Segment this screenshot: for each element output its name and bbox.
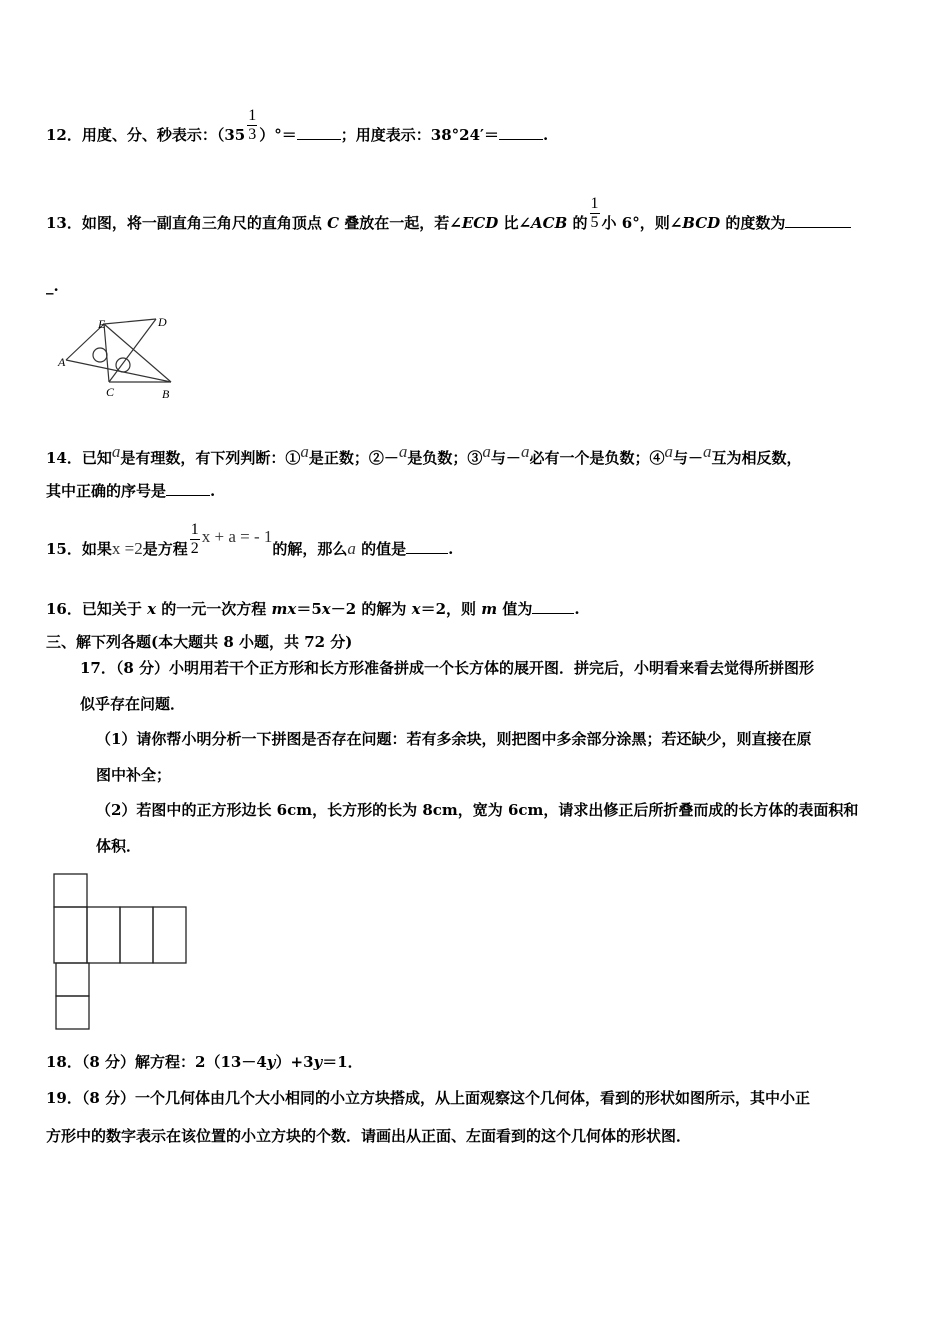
q17-sub1-line-2: 图中补全； xyxy=(96,766,172,784)
q13-frac-den: 5 xyxy=(590,213,599,231)
q12-answer-blank-1[interactable] xyxy=(297,124,341,140)
q15-text-2: 是方程 xyxy=(142,540,188,558)
net-row-rect-3 xyxy=(120,907,153,963)
q14-text-d: 是负数；③ xyxy=(407,449,483,467)
q16-answer-blank[interactable] xyxy=(532,598,574,614)
q13-answer-blank[interactable] xyxy=(785,212,851,228)
q18-text-3: ＝1． xyxy=(322,1053,363,1071)
q15-equation: x + a = - 1 xyxy=(201,527,273,546)
q16-var-x-1: x xyxy=(147,600,157,618)
q13-right-angle-circle-2 xyxy=(116,358,130,372)
question-13 xyxy=(46,194,851,233)
q12-middle: ）°＝ xyxy=(259,126,297,144)
q16-text-3: ＝5 xyxy=(296,600,322,618)
q18-var-y-1: y xyxy=(266,1053,276,1071)
q13-segment-eb xyxy=(104,324,171,382)
q15-x-eq-2: x =2 xyxy=(111,539,143,558)
q17-sub1-line-1: （1）请你帮小明分析一下拼图是否存在问题：若有多余块，则把图中多余部分涂黑；若还缺少，则直接在原 xyxy=(96,730,812,748)
q13-continuation: _. xyxy=(46,277,59,295)
q17-sub2-line-2: 体积． xyxy=(96,837,142,855)
q19-line-1: 19．（8 分）一个几何体由几个大小相同的小立方块搭成，从上面观察这个几何体，看到的形状如图所示，其中小正 xyxy=(46,1089,811,1107)
q12-frac-den: 3 xyxy=(248,125,257,143)
q13-text-4: 的 xyxy=(567,214,588,232)
q16-text-5: ＝2，则 xyxy=(420,600,482,618)
question-18 xyxy=(46,1052,363,1072)
q13-label-c: C xyxy=(106,385,115,399)
q14-var-a-3: a xyxy=(398,442,408,461)
q15-text-3: 的解，那么 xyxy=(272,540,348,558)
q19-line-2: 方形中的数字表示在该位置的小立方块的个数．请画出从正面、左面看到的这个几何体的形状图． xyxy=(46,1127,692,1145)
question-14-line-2 xyxy=(46,480,215,501)
net-top-square xyxy=(54,874,87,907)
q13-angle-bcd: BCD xyxy=(682,214,721,232)
q14-var-a-7: a xyxy=(702,442,712,461)
q14-text-a: 14．已知 xyxy=(46,449,112,467)
q17-line-1: 17．（8 分）小明用若干个正方形和长方形准备拼成一个长方体的展开图．拼完后，小明看来看去觉得所拼图形 xyxy=(80,659,815,677)
q13-label-b: B xyxy=(162,387,170,401)
q16-text-1: 16．已知关于 xyxy=(46,600,148,618)
q15-frac-den: 2 xyxy=(190,539,199,557)
q13-segment-ed xyxy=(104,319,156,324)
question-15 xyxy=(46,520,454,559)
q16-text-2: 的一元一次方程 xyxy=(156,600,272,618)
q17-line-2: 似乎存在问题． xyxy=(80,695,186,713)
q12-end: . xyxy=(542,126,549,144)
q13-angle-ecd: ECD xyxy=(461,214,499,232)
q14-answer-blank[interactable] xyxy=(166,480,210,496)
q14-end: . xyxy=(210,482,216,500)
q14-var-a-1: a xyxy=(111,442,121,461)
q14-text-line-2: 其中正确的序号是 xyxy=(46,482,167,500)
q16-var-m: m xyxy=(481,600,498,618)
q14-text-e: 与－ xyxy=(490,449,521,467)
q13-angle-acb: ACB xyxy=(531,214,568,232)
q14-text-b: 是有理数，有下列判断：① xyxy=(120,449,301,467)
q14-var-a-2: a xyxy=(300,442,309,461)
q13-var-c: C xyxy=(327,214,340,232)
net-row-rect-4 xyxy=(153,907,186,963)
net-lower-square-2 xyxy=(56,996,89,1029)
q12-prefix: 12．用度、分、秒表示：（35 xyxy=(46,126,246,144)
q14-text-c: 是正数；②－ xyxy=(308,449,399,467)
q15-var-a: a xyxy=(347,539,356,558)
question-16 xyxy=(46,598,580,619)
q14-text-f: 必有一个是负数；④ xyxy=(529,449,665,467)
q14-var-a-5: a xyxy=(520,442,530,461)
question-14-line-1 xyxy=(46,442,801,468)
q16-text-4: －2 的解为 xyxy=(330,600,412,618)
q14-var-a-6: a xyxy=(664,442,673,461)
q13-segment-cd xyxy=(109,319,156,382)
q13-text-2: 叠放在一起，若∠ xyxy=(339,214,462,232)
q13-triangle-figure xyxy=(56,312,186,402)
question-12 xyxy=(46,106,549,145)
q13-text-5: 小 6°，则∠ xyxy=(601,214,683,232)
q15-answer-blank[interactable] xyxy=(406,538,448,554)
q13-text-1: 13．如图，将一副直角三角尺的直角顶点 xyxy=(46,214,328,232)
q13-text-6: 的度数为 xyxy=(720,214,786,232)
q12-answer-blank-2[interactable] xyxy=(499,124,543,140)
q18-text-1: 18．（8 分）解方程：2（13－4 xyxy=(46,1053,267,1071)
net-row-rect-2 xyxy=(87,907,120,963)
q16-var-mx: mx xyxy=(271,600,297,618)
q18-var-y-2: y xyxy=(313,1053,323,1071)
q16-end: . xyxy=(574,600,580,618)
q15-frac-num: 1 xyxy=(190,520,199,538)
q13-text-3: 比∠ xyxy=(498,214,532,232)
q13-frac-num: 1 xyxy=(590,194,599,212)
q13-fraction xyxy=(590,195,600,232)
q17-net-figure xyxy=(50,870,195,1035)
q15-text-1: 15．如果 xyxy=(46,540,112,558)
q13-label-d: D xyxy=(158,315,167,329)
section-3-heading: 三、解下列各题(本大题共 8 小题，共 72 分) xyxy=(46,633,353,651)
net-lower-square-1 xyxy=(56,963,89,996)
q15-fraction xyxy=(190,521,200,558)
q15-end: . xyxy=(448,540,454,558)
q13-right-angle-circle-1 xyxy=(93,348,107,362)
q12-semicolon: ；用度表示：38°24′＝ xyxy=(340,126,499,144)
q13-label-a: A xyxy=(58,355,66,369)
q14-text-h: 互为相反数， xyxy=(711,449,802,467)
q16-var-x-2: x xyxy=(321,600,331,618)
q16-text-6: 值为 xyxy=(497,600,533,618)
q14-text-g: 与－ xyxy=(672,449,703,467)
q15-text-4: 的值是 xyxy=(355,540,407,558)
q18-text-2: ）+3 xyxy=(275,1053,314,1071)
net-row-square-1 xyxy=(54,907,87,963)
q13-label-e: E xyxy=(98,317,106,331)
q16-var-x-3: x xyxy=(411,600,421,618)
q12-fraction xyxy=(247,107,257,144)
q17-sub2-line-1: （2）若图中的正方形边长 6cm，长方形的长为 8cm，宽为 6cm，请求出修正后所折叠而成的长方体的表面积和 xyxy=(96,801,859,819)
q12-frac-num: 1 xyxy=(248,106,257,124)
q14-var-a-4: a xyxy=(482,442,491,461)
